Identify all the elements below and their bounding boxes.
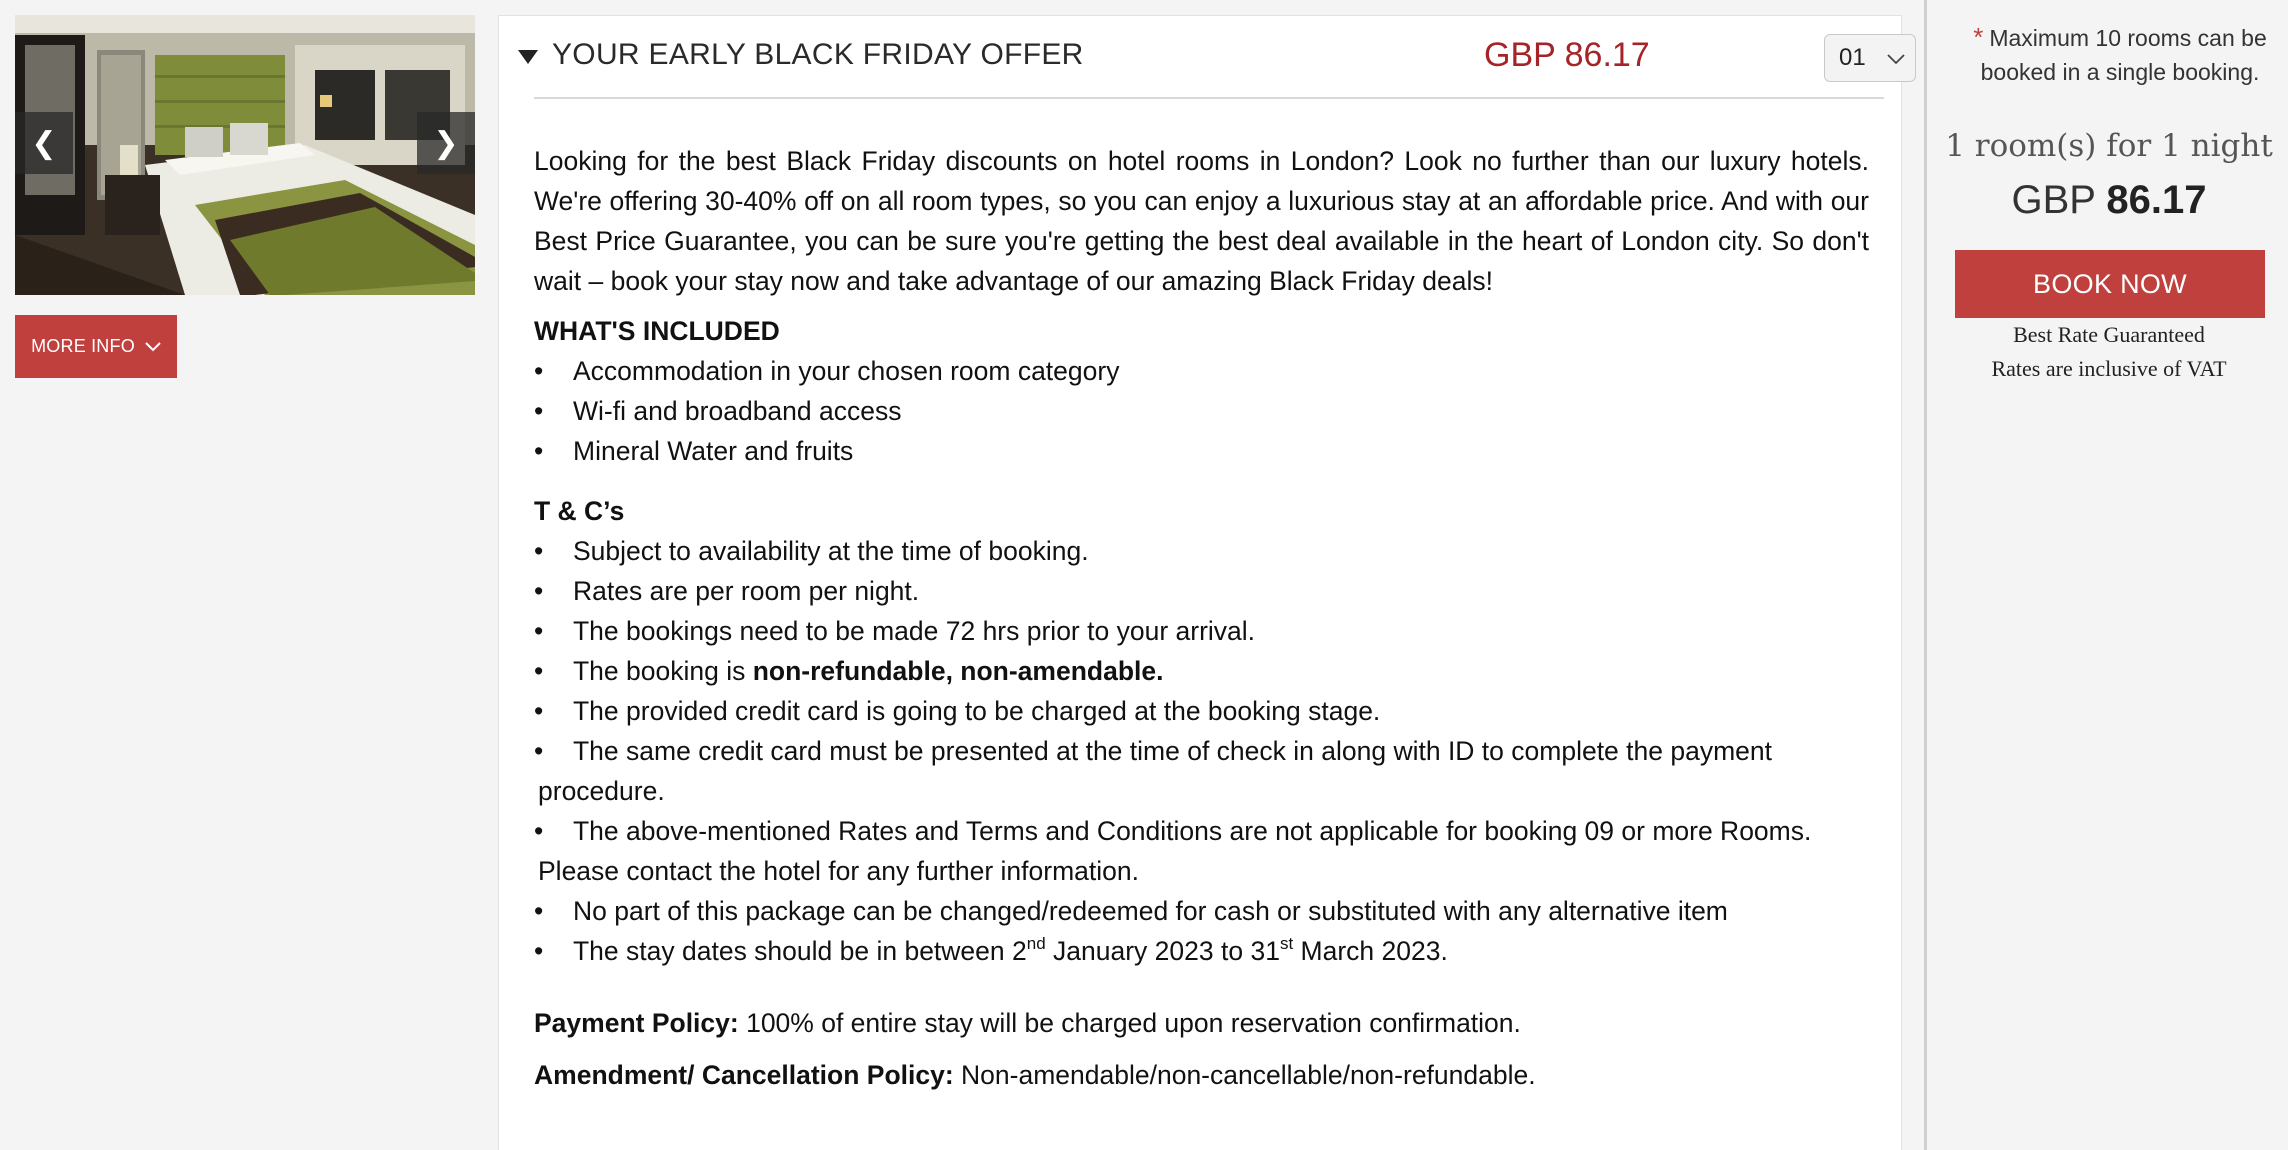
cancellation-policy <box>534 1055 1869 1095</box>
more-info-button[interactable] <box>15 315 177 378</box>
offer-header[interactable] <box>534 16 1884 99</box>
tc-item-text: The above-mentioned Rates and Terms and Conditions are not applicable for booking 09 or more Rooms. <box>573 816 1812 846</box>
list-item: • The above-mentioned Rates and Terms and Conditions are not applicable for booking 09 or more Rooms. Please contact the hotel for any further information. <box>534 816 1812 886</box>
booking-sidebar <box>1924 0 2288 1150</box>
tc-list-wrapped <box>534 731 1869 891</box>
chevron-down-icon <box>1887 54 1905 65</box>
tc-item-text: The same credit card must be presented at the time of check in along with ID to complete the payment <box>573 736 1772 766</box>
collapse-caret-icon[interactable] <box>518 50 538 64</box>
tc-list <box>534 531 1869 731</box>
list-item: • The provided credit card is going to be charged at the booking stage. <box>534 691 1869 731</box>
tc-item-text: January 2023 to 31 <box>1045 936 1280 966</box>
gallery-next-arrow[interactable]: ❯ <box>417 112 475 174</box>
room-count-select[interactable] <box>1824 34 1916 82</box>
gallery-prev-arrow[interactable]: ❮ <box>15 112 73 174</box>
intro-paragraph: Looking for the best Black Friday discounts on hotel rooms in London? Look no further than our luxury hotels. We're offering 30-40% off on all room types, so you can enjoy a luxurious stay at an affordable price. And with our Best Price Guarantee, you can be sure you're getting the best deal available in the heart of London city. So don't wait – book your stay now and take advantage of our amazing Black Friday deals! <box>534 146 1869 296</box>
asterisk-icon: * <box>1973 22 1984 52</box>
list-item: • Accommodation in your chosen room category <box>534 351 1869 391</box>
tc-heading: T & C’s <box>534 496 625 526</box>
list-item: • The same credit card must be presented at the time of check in along with ID to complete the payment procedure. <box>534 736 1772 806</box>
book-now-button[interactable]: BOOK NOW <box>1955 250 2265 318</box>
tc-item-text: The booking is <box>573 656 753 686</box>
list-item: • Mineral Water and fruits <box>534 431 1869 471</box>
hotel-room-photo <box>15 15 475 295</box>
included-heading: WHAT'S INCLUDED <box>534 316 780 346</box>
more-info-label: MORE INFO <box>31 336 135 356</box>
max-rooms-note <box>1955 20 2285 89</box>
chevron-down-icon <box>145 342 161 352</box>
total-currency: GBP <box>2011 178 2107 222</box>
offer-title: YOUR EARLY BLACK FRIDAY OFFER <box>552 38 1084 71</box>
total-price <box>1927 178 2288 223</box>
payment-policy-text: 100% of entire stay will be charged upon reservation confirmation. <box>738 1008 1521 1038</box>
list-item: • No part of this package can be changed/redeemed for cash or substituted with any alternative item <box>534 891 1869 931</box>
room-count-value: 01 <box>1839 44 1866 71</box>
room-photo-gallery <box>15 15 475 295</box>
best-rate-note: Best Rate Guaranteed <box>2013 322 2205 347</box>
tc-item-text: The stay dates should be in between 2 <box>573 936 1027 966</box>
list-item: • The bookings need to be made 72 hrs prior to your arrival. <box>534 611 1869 651</box>
offer-card <box>498 15 1902 1150</box>
ordinal-suffix: st <box>1279 934 1294 953</box>
tc-item-text: procedure. <box>538 776 665 806</box>
cancellation-policy-text: Non-amendable/non-cancellable/non-refundable. <box>953 1060 1536 1090</box>
tc-list-end <box>534 891 1869 971</box>
tc-item-text: Please contact the hotel for any further information. <box>538 856 1139 886</box>
payment-policy-label: Payment Policy: <box>534 1008 739 1038</box>
list-item <box>534 931 1869 971</box>
ordinal-suffix: nd <box>1026 934 1046 953</box>
offer-description <box>534 141 1869 1095</box>
tc-item-text: March 2023. <box>1293 936 1448 966</box>
cancellation-policy-label: Amendment/ Cancellation Policy: <box>534 1060 954 1090</box>
included-list <box>534 351 1869 471</box>
list-item: • Subject to availability at the time of booking. <box>534 531 1869 571</box>
list-item: • Rates are per room per night. <box>534 571 1869 611</box>
total-amount: 86.17 <box>2106 178 2207 222</box>
list-item: • Wi-fi and broadband access <box>534 391 1869 431</box>
payment-policy <box>534 1003 1869 1043</box>
max-rooms-text: Maximum 10 rooms can be booked in a single booking. <box>1980 25 2267 85</box>
tc-item-bold: non-refundable, non-amendable. <box>752 656 1164 686</box>
list-item <box>534 651 1869 691</box>
booking-summary: 1 room(s) for 1 night <box>1945 128 2273 164</box>
offer-price: GBP 86.17 <box>1484 36 1650 74</box>
vat-note: Rates are inclusive of VAT <box>1991 356 2227 381</box>
